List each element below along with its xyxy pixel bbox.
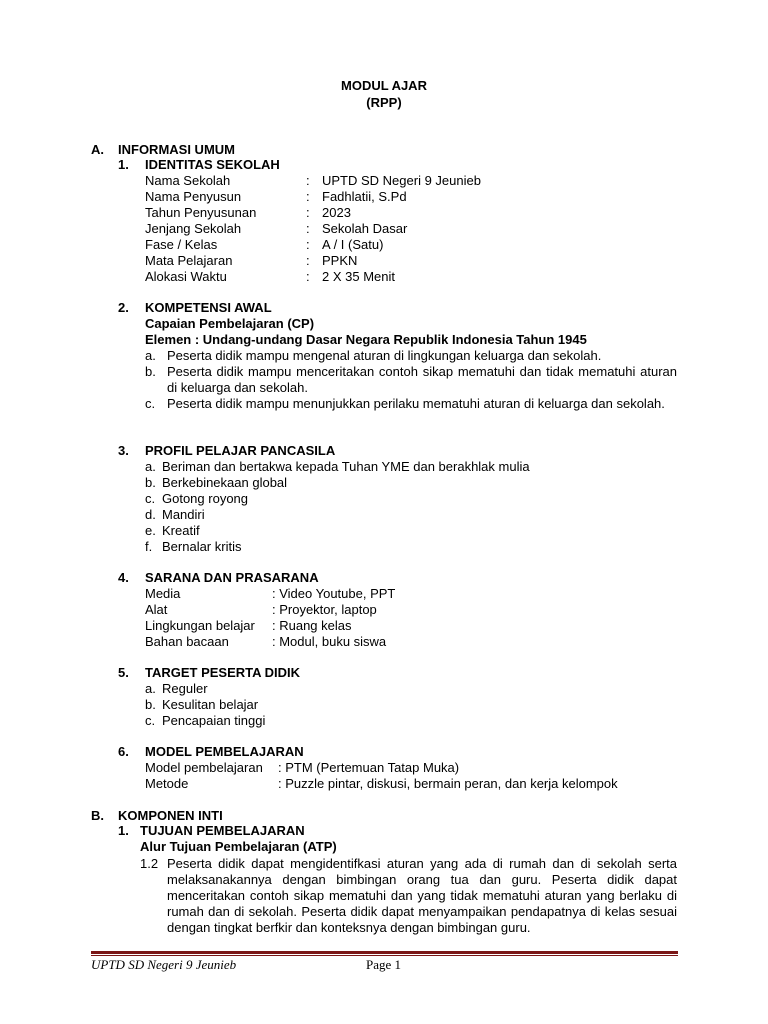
a1-number: 1. [118, 157, 129, 172]
section-b-letter: B. [91, 808, 104, 823]
identitas-value: A / I (Satu) [322, 237, 384, 252]
model-label: Model pembelajaran [145, 760, 263, 775]
a5-heading: TARGET PESERTA DIDIK [145, 665, 301, 680]
identitas-sep: : [306, 173, 310, 188]
b1-heading: TUJUAN PEMBELAJARAN [140, 823, 305, 838]
identitas-value: UPTD SD Negeri 9 Jeunieb [322, 173, 481, 188]
footer-rule-thick [91, 951, 678, 954]
identitas-label: Alokasi Waktu [145, 269, 227, 284]
list-item: Peserta didik mampu mengenal aturan di lingkungan keluarga dan sekolah. [167, 348, 602, 363]
footer-page-number: Page 1 [366, 957, 402, 972]
a5-number: 5. [118, 665, 129, 680]
list-item: Peserta didik mampu menceritakan contoh sikap mematuhi dan tidak mematuhi aturan di keluarga dan sekolah. [167, 364, 677, 395]
sarana-label: Alat [145, 602, 168, 617]
section-b-heading: KOMPONEN INTI [118, 808, 223, 823]
identitas-sep: : [306, 205, 310, 220]
list-marker: c. [145, 491, 156, 506]
list-item: Mandiri [162, 507, 205, 522]
a3-heading: PROFIL PELAJAR PANCASILA [145, 443, 336, 458]
atp-marker: 1.2 [140, 856, 159, 871]
identitas-sep: : [306, 189, 310, 204]
b1-number: 1. [118, 823, 129, 838]
list-item: Pencapaian tinggi [162, 713, 266, 728]
list-marker: c. [145, 713, 156, 728]
section-a-heading: INFORMASI UMUM [118, 142, 235, 157]
list-item: Bernalar kritis [162, 539, 242, 554]
identitas-sep: : [306, 237, 310, 252]
identitas-value: PPKN [322, 253, 358, 268]
identitas-sep: : [306, 221, 310, 236]
identitas-value: 2023 [322, 205, 351, 220]
list-item: Reguler [162, 681, 208, 696]
model-label: Metode [145, 776, 189, 791]
sarana-value: : Ruang kelas [272, 618, 352, 633]
list-marker: a. [145, 681, 156, 696]
list-marker: e. [145, 523, 156, 538]
a2-number: 2. [118, 300, 129, 315]
list-marker: c. [145, 396, 156, 411]
a2-heading: KOMPETENSI AWAL [145, 300, 272, 315]
list-marker: a. [145, 459, 156, 474]
identitas-value: Sekolah Dasar [322, 221, 408, 236]
footer-rule-thin [91, 955, 678, 956]
identitas-label: Jenjang Sekolah [145, 221, 242, 236]
identitas-value: 2 X 35 Menit [322, 269, 395, 284]
list-item: Kreatif [162, 523, 200, 538]
a6-number: 6. [118, 744, 129, 759]
list-item: Beriman dan bertakwa kepada Tuhan YME dan berakhlak mulia [162, 459, 530, 474]
list-marker: b. [145, 697, 156, 712]
identitas-sep: : [306, 253, 310, 268]
model-value: : PTM (Pertemuan Tatap Muka) [278, 760, 460, 775]
document-subtitle: (RPP) [366, 95, 402, 110]
cp-heading: Capaian Pembelajaran (CP) [145, 316, 315, 331]
identitas-label: Mata Pelajaran [145, 253, 233, 268]
list-item: Peserta didik mampu menunjukkan perilaku mematuhi aturan di keluarga dan sekolah. [167, 396, 665, 411]
sarana-label: Bahan bacaan [145, 634, 229, 649]
list-marker: f. [145, 539, 153, 554]
model-value: : Puzzle pintar, diskusi, bermain peran, dan kerja kelompok [278, 776, 618, 791]
atp-heading: Alur Tujuan Pembelajaran (ATP) [140, 839, 337, 854]
a6-heading: MODEL PEMBELAJARAN [145, 744, 304, 759]
identitas-value: Fadhlatii, S.Pd [322, 189, 407, 204]
identitas-sep: : [306, 269, 310, 284]
sarana-value: : Video Youtube, PPT [272, 586, 396, 601]
identitas-label: Nama Sekolah [145, 173, 231, 188]
list-item: Gotong royong [162, 491, 249, 506]
section-a-letter: A. [91, 142, 104, 157]
list-marker: b. [145, 475, 156, 490]
identitas-label: Fase / Kelas [145, 237, 218, 252]
a3-number: 3. [118, 443, 129, 458]
sarana-label: Media [145, 586, 181, 601]
elemen-heading: Elemen : Undang-undang Dasar Negara Republik Indonesia Tahun 1945 [145, 332, 587, 347]
a4-heading: SARANA DAN PRASARANA [145, 570, 319, 585]
atp-paragraph: Peserta didik dapat mengidentifkasi aturan yang ada di rumah dan di sekolah serta melaksanakannya dengan bimbingan orang tua dan guru. Peserta didik dapat menceritakan contoh sikap mematuhi dan yang tidak mematuhi aturan yang berlaku di rumah dan di sekolah. Peserta didik dapat menyampaikan pendapatnya di kelas sesuai dengan tingkat berfkir dan konteksnya dengan bimbingan guru. [167, 856, 677, 935]
list-marker: b. [145, 364, 156, 379]
sarana-value: : Modul, buku siswa [272, 634, 387, 649]
a1-heading: IDENTITAS SEKOLAH [145, 157, 280, 172]
sarana-value: : Proyektor, laptop [272, 602, 377, 617]
sarana-label: Lingkungan belajar [145, 618, 255, 633]
list-marker: d. [145, 507, 156, 522]
identitas-label: Tahun Penyusunan [145, 205, 257, 220]
list-item: Berkebinekaan global [162, 475, 288, 490]
document-title: MODUL AJAR [341, 78, 427, 93]
footer-school: UPTD SD Negeri 9 Jeunieb [91, 957, 237, 972]
identitas-label: Nama Penyusun [145, 189, 242, 204]
list-marker: a. [145, 348, 156, 363]
list-item: Kesulitan belajar [162, 697, 259, 712]
a4-number: 4. [118, 570, 129, 585]
